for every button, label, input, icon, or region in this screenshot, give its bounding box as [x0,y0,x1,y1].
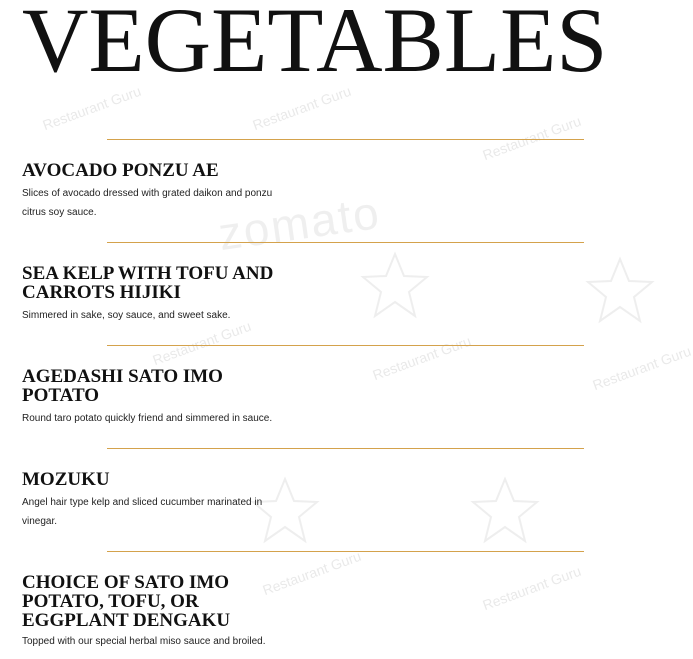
menu-item-description: Angel hair type kelp and sliced cucumber marinated in vinegar. [22,497,263,527]
menu-item-description: Round taro potato quickly friend and simmered in sauce. [22,413,273,424]
menu-item [22,264,322,325]
watermark-restaurant-guru: Restaurant Guru [260,547,364,599]
divider [107,448,584,449]
watermark-star-icon [360,250,430,320]
menu-item-name: AVOCADO PONZU AE [22,160,219,181]
menu-item-name: AGEDASHI SATO IMO POTATO [22,366,223,406]
watermark-restaurant-guru: Restaurant Guru [150,317,254,369]
watermark-restaurant-guru: Restaurant Guru [480,562,584,614]
watermark-restaurant-guru: Restaurant Guru [370,332,474,384]
watermark-star-icon [470,475,540,545]
menu-item-name: MOZUKU [22,469,110,490]
divider [107,551,584,552]
menu-item-name: CHOICE OF SATO IMO POTATO, TOFU, OR EGGPLANT DENGAKU [22,572,231,631]
divider [107,242,584,243]
divider [107,139,584,140]
menu-item [22,573,322,651]
menu-item-description: Simmered in sake, soy sauce, and sweet sake. [22,310,231,321]
menu-item-description: Slices of avocado dressed with grated daikon and ponzu citrus soy sauce. [22,188,273,218]
page-title: VEGETABLES [22,0,608,91]
watermark-restaurant-guru: Restaurant Guru [40,82,144,134]
divider [107,345,584,346]
menu-item-name: SEA KELP WITH TOFU AND CARROTS HIJIKI [22,263,274,303]
watermark-restaurant-guru: Restaurant Guru [480,112,584,164]
menu-item-description: Topped with our special herbal miso sauce and broiled. [22,636,266,647]
menu-item [22,161,322,222]
watermark-restaurant-guru: Restaurant Guru [590,342,693,394]
watermark-zomato: zomato [215,185,384,261]
watermark-star-icon [585,255,655,325]
watermark-restaurant-guru: Restaurant Guru [250,82,354,134]
menu-item [22,367,322,428]
menu-item [22,470,322,531]
